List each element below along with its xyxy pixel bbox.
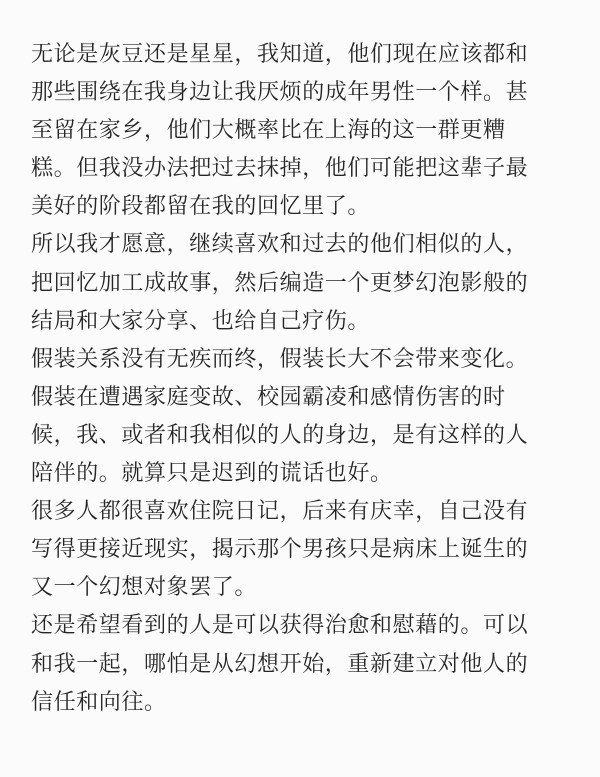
text-line: 假装在遭遇家庭变故、校园霸凌和感情伤害的时 [31, 384, 506, 410]
text-line: 结局和大家分享、也给自己疗伤。 [31, 308, 371, 334]
paragraph-4 [31, 493, 579, 607]
paragraph-3 [31, 341, 579, 493]
text-line: 至留在家乡，他们大概率比在上海的这一群更糟 [31, 118, 506, 144]
text-document [31, 36, 579, 722]
text-line: 信任和向往。 [31, 689, 167, 715]
text-line: 很多人都很喜欢住院日记，后来有庆幸，自己没有 [31, 499, 529, 525]
text-line: 那些围绕在我身边让我厌烦的成年男性一个样。甚 [31, 80, 529, 106]
text-line: 陪伴的。就算只是迟到的谎话也好。 [31, 461, 393, 487]
text-line: 所以我才愿意，继续喜欢和过去的他们相似的人， [31, 232, 529, 258]
text-line: 写得更接近现实，揭示那个男孩只是病床上诞生的 [31, 537, 529, 563]
text-line: 把回忆加工成故事，然后编造一个更梦幻泡影般的 [31, 270, 529, 296]
text-line: 美好的阶段都留在我的回忆里了。 [31, 194, 371, 220]
text-line: 假装关系没有无疾而终，假装长大不会带来变化。 [31, 346, 529, 372]
text-line: 又一个幻想对象罢了。 [31, 575, 258, 601]
paragraph-1 [31, 36, 579, 226]
text-line: 和我一起，哪怕是从幻想开始，重新建立对他人的 [31, 651, 529, 677]
text-line: 糕。但我没办法把过去抹掉，他们可能把这辈子最 [31, 156, 529, 182]
paragraph-5 [31, 607, 579, 721]
text-line: 还是希望看到的人是可以获得治愈和慰藉的。可以 [31, 613, 529, 639]
paragraph-2 [31, 226, 579, 340]
text-line: 候，我、或者和我相似的人的身边，是有这样的人 [31, 422, 529, 448]
text-line: 无论是灰豆还是星星，我知道，他们现在应该都和 [31, 42, 529, 67]
